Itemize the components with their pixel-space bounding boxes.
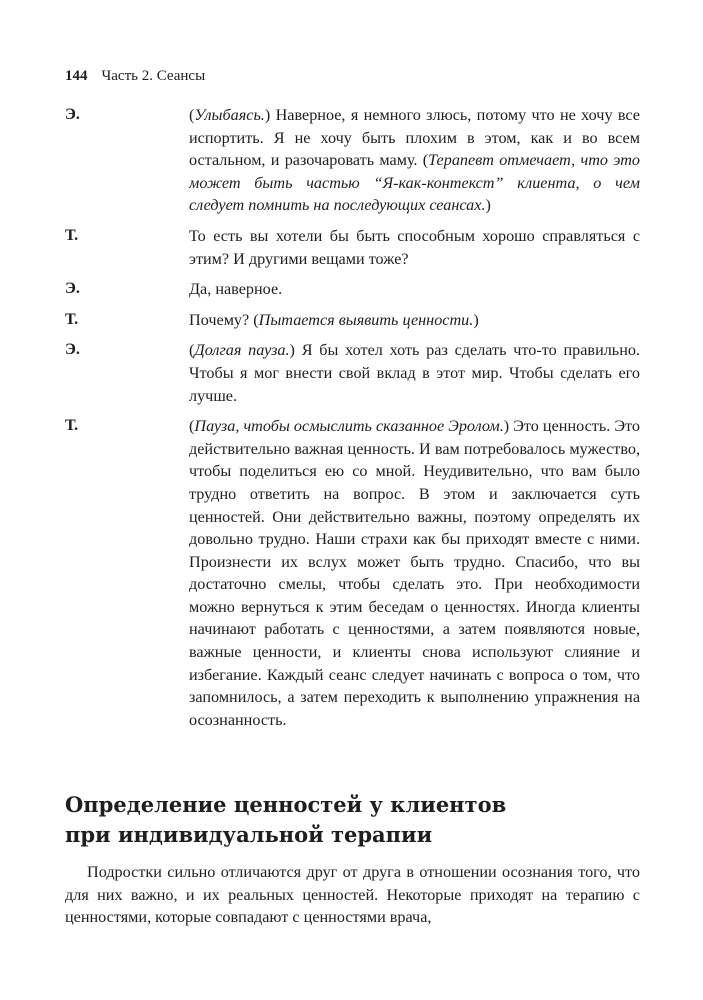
- dialogue-turn: [65, 309, 640, 332]
- page-number: 144: [65, 68, 88, 84]
- speaker-label: Э.: [65, 106, 80, 123]
- speaker-label: Т.: [65, 310, 79, 328]
- speech-text: (: [189, 106, 195, 124]
- speech-text: ) Я бы хотел хоть раз сделать что-то правильно. Чтобы я мог внести свой вклад в этот мир. Чтобы сделать его лучше.: [189, 341, 640, 405]
- dialogue-turn: [65, 339, 640, 407]
- speech-text: Почему? (: [189, 310, 259, 329]
- utterance-text: [189, 309, 640, 332]
- speaker-label: Т.: [65, 417, 79, 435]
- chapter-title: Часть 2. Сеансы: [101, 68, 206, 84]
- utterance-text: [189, 225, 640, 270]
- speech-text: То есть вы хотели бы быть способным хорошо справляться с этим? И другими вещами тоже?: [189, 226, 640, 268]
- utterance-text: [189, 339, 640, 407]
- body-paragraph: Подростки сильно отличаются друг от друга в отношении осознания того, что для них важно, и их реальных ценностей. Некоторые приходят на терапию с ценностями, которые совпадают с ценностями врача,: [65, 863, 640, 927]
- utterance-text: [189, 415, 640, 731]
- speaker-label: Э.: [65, 280, 80, 298]
- dialogue-turn: [65, 278, 640, 301]
- speaker-label: Э.: [65, 341, 80, 359]
- speaker-label: Т.: [65, 226, 79, 244]
- speech-text: ) Это ценность. Это действительно важная ценность. И вам потребовалось мужество, чтобы поделиться ею со мной. Неудивительно, что вам было трудно ответить на вопрос. В этом и заключается суть ценностей. Они действительно важны, поэтому определять их довольно трудно. Наши страхи как бы приходят вместе с ними. Произнести их вслух может быть трудно. Спасибо, что вы достаточно смелы, чтобы сделать это. При необходимости можно вернуться к этим беседам о ценностях. Иногда клиенты начинают работать с ценностями, а затем появляются новые, важные ценности, и клиенты снова используют слияние и избегание. Каждый сеанс следует начинать с вопроса о том, что запомнилось, а затем переходить к выполнению упражнения на осознанность.: [189, 417, 641, 729]
- stage-direction: Пауза, чтобы осмыслить сказанное Эролом.: [194, 417, 504, 436]
- running-head: [65, 66, 205, 86]
- speech-text: ) Наверное, я немного злюсь, потому что не хочу все испортить. Я не хочу быть плохим в этом, как и во всем остальном, и разочаровать маму. (: [189, 106, 640, 170]
- dialogue-turn: [65, 225, 640, 270]
- utterance-text: [189, 104, 640, 217]
- therapy-dialogue: [65, 104, 640, 739]
- dialogue-turn: [65, 415, 640, 731]
- section-heading-line-2: при индивидуальной терапии: [65, 822, 433, 847]
- speech-text: ): [473, 310, 479, 329]
- speech-text: ): [485, 196, 491, 215]
- utterance-text: [189, 278, 640, 301]
- speech-text: Да, наверное.: [189, 280, 283, 299]
- section-heading: [65, 790, 640, 850]
- stage-direction: Терапевт отмечает, что это может быть частью “Я-как-контекст” клиента, о чем следует помнить на последующих сеансах.: [189, 151, 640, 215]
- section-heading-line-1: Определение ценностей у клиентов: [65, 792, 507, 817]
- dialogue-turn: [65, 104, 640, 217]
- stage-direction: Улыбаясь.: [194, 106, 265, 124]
- speech-text: (: [189, 341, 195, 360]
- stage-direction: Долгая пауза.: [194, 341, 290, 360]
- speech-text: (: [189, 417, 195, 436]
- stage-direction: Пытается выявить ценности.: [258, 310, 474, 329]
